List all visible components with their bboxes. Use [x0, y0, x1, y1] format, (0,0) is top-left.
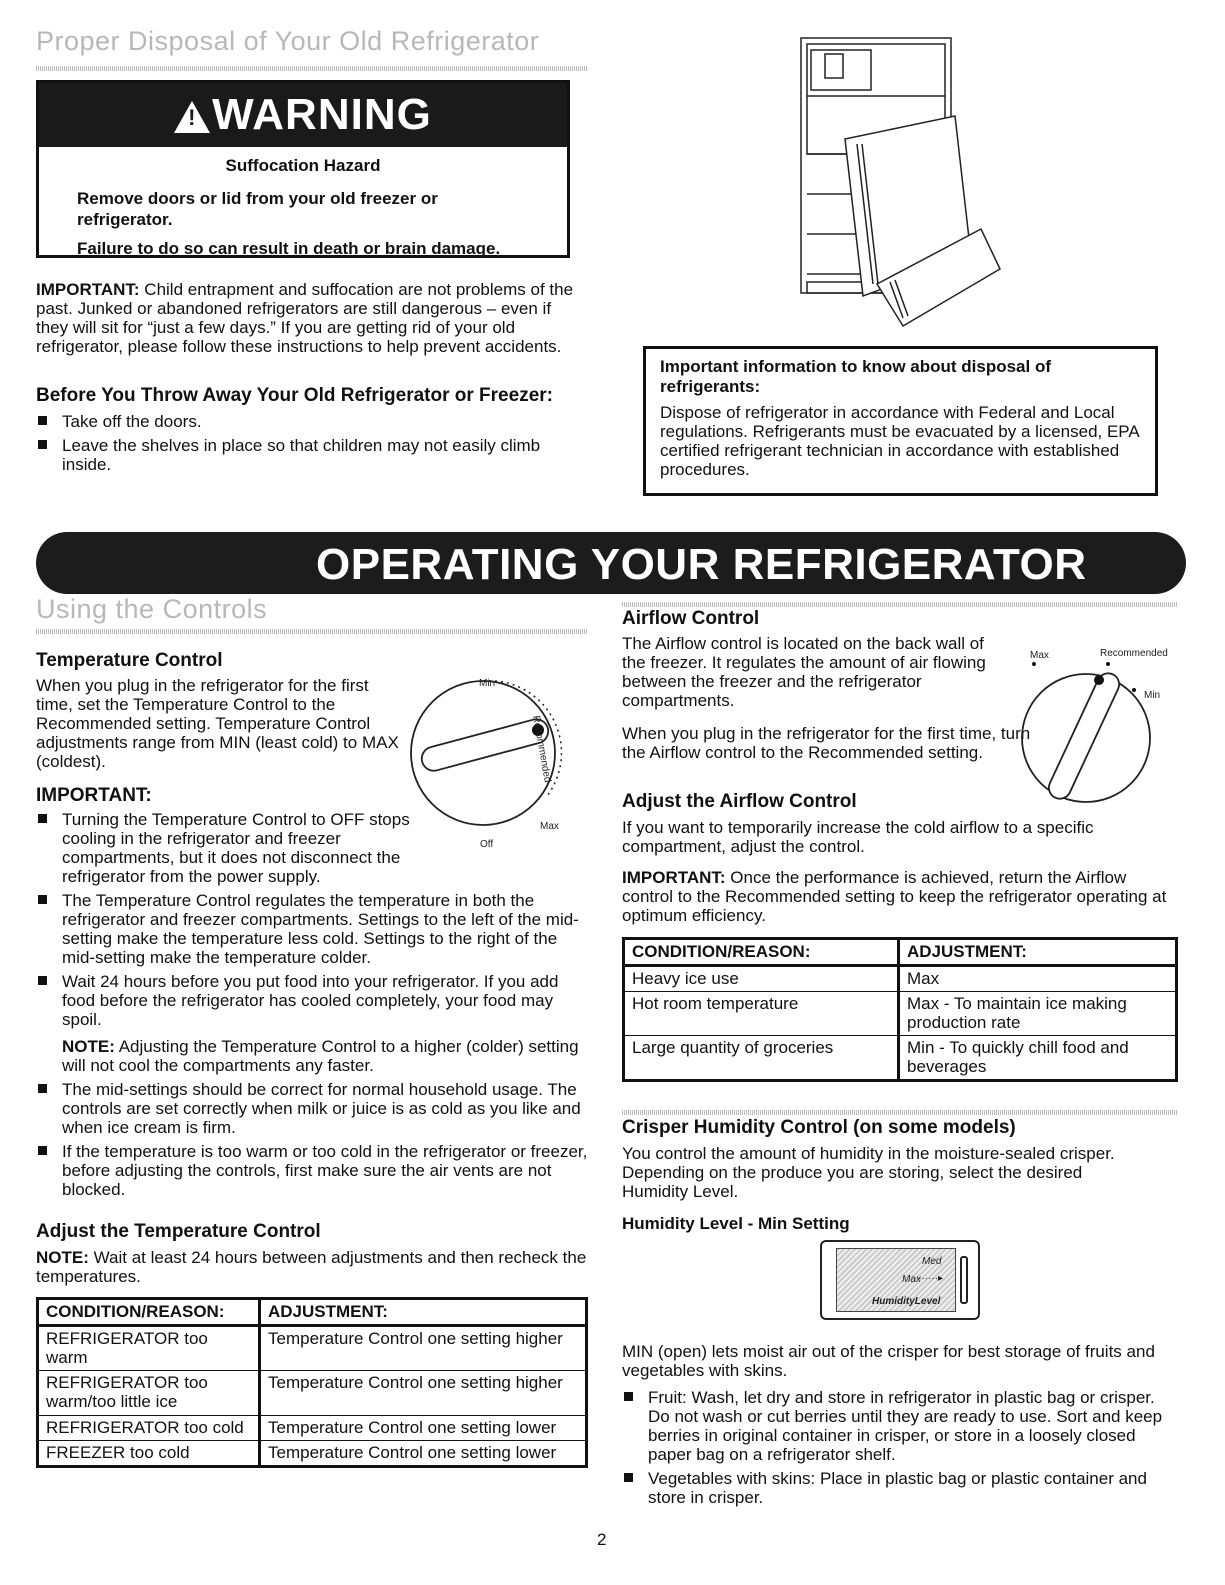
- table-row: [38, 1441, 587, 1467]
- refrigerant-info-box: [643, 346, 1158, 496]
- table-header: CONDITION/REASON:: [38, 1299, 260, 1326]
- table-row: [624, 1036, 1177, 1081]
- airflow-text-1: The Airflow control is located on the back wall of the freezer. It regulates the amount of air flowing between the freezer and the refrigerator compartments.: [622, 634, 986, 710]
- table-header: ADJUSTMENT:: [260, 1299, 587, 1326]
- before-list: [36, 412, 576, 479]
- table-header: ADJUSTMENT:: [899, 939, 1177, 966]
- warning-header: [39, 83, 567, 147]
- title-rule: [36, 66, 588, 71]
- airflow-adjust-table: [622, 937, 1178, 1082]
- list-item: [36, 810, 426, 886]
- before-heading: Before You Throw Away Your Old Refrigerator or Freezer:: [36, 385, 553, 406]
- list-item: The Temperature Control regulates the temperature in both the refrigerator and freezer compartments. Settings to the left of the mid-setting make the temperature less cold. Settings to the right of the mid-setting make the temperature colder.: [36, 891, 588, 967]
- note-label: NOTE:: [36, 1248, 89, 1267]
- table-header: CONDITION/REASON:: [624, 939, 899, 966]
- slider-med-label: Med: [922, 1256, 942, 1267]
- airflow-heading: Airflow Control: [622, 608, 760, 629]
- table-cell: REFRIGERATOR too warm/too little ice: [38, 1371, 260, 1416]
- note-text: Wait at least 24 hours between adjustments and then recheck the temperatures.: [36, 1248, 587, 1286]
- table-cell: Min - To quickly chill food and beverages: [899, 1036, 1177, 1081]
- table-row: [624, 992, 1177, 1036]
- controls-title: Using the Controls: [36, 594, 268, 624]
- temp-heading: Temperature Control: [36, 650, 223, 671]
- banner-title: OPERATING YOUR REFRIGERATOR: [316, 540, 1087, 589]
- item-text: Wait 24 hours before you put food into your refrigerator. If you add food before the refrigerator has cooled completely, your food may spoil.: [62, 972, 559, 1029]
- important-heading: IMPORTANT:: [36, 785, 152, 806]
- airflow-recommended-label: Recommended: [1100, 648, 1168, 659]
- table-row: [38, 1416, 587, 1441]
- table-cell: Temperature Control one setting lower: [260, 1441, 587, 1467]
- important-label: IMPORTANT:: [622, 868, 726, 887]
- airflow-dial: [1010, 650, 1180, 810]
- humidity-slider-illustration: [820, 1240, 980, 1320]
- warning-triangle-icon: !: [174, 101, 210, 133]
- important-text: Child entrapment and suffocation are not problems of the past. Junked or abandoned refrigerators are still dangerous – even if they will sit for “just a few days.” If you are getting rid of your old refrigerator, please follow these instructions to help prevent accidents.: [36, 280, 574, 356]
- table-cell: FREEZER too cold: [38, 1441, 260, 1467]
- refrigerator-illustration: [795, 34, 1025, 334]
- min-text: MIN (open) lets moist air out of the crisper for best storage of fruits and vegetables with skins.: [622, 1342, 1155, 1380]
- slider-handle: [960, 1256, 968, 1304]
- warning-hazard: Suffocation Hazard: [225, 156, 381, 175]
- note-label: NOTE:: [62, 1037, 115, 1056]
- crisper-heading: Crisper Humidity Control (on some models): [622, 1117, 1016, 1138]
- page-number: 2: [597, 1530, 607, 1549]
- table-header-row: [38, 1299, 587, 1326]
- dial-max-label: Max: [540, 821, 559, 832]
- adjust-airflow-heading: Adjust the Airflow Control: [622, 791, 857, 812]
- warning-box: [36, 80, 570, 258]
- table-row: [38, 1326, 587, 1371]
- list-item: The mid-settings should be correct for normal household usage. The controls are set correctly when milk or juice is as cold as you like and when ice cream is firm.: [36, 1080, 588, 1137]
- table-cell: REFRIGERATOR too warm: [38, 1326, 260, 1371]
- dial-min-label: Min: [479, 678, 496, 689]
- title-rule: [36, 629, 588, 634]
- table-cell: Temperature Control one setting higher: [260, 1371, 587, 1416]
- adjust-airflow-text: If you want to temporarily increase the cold airflow to a specific compartment, adjust the control.: [622, 818, 1094, 856]
- warning-consequence: Failure to do so can result in death or brain damage.: [77, 239, 501, 258]
- table-row: [624, 966, 1177, 992]
- airflow-text-2: When you plug in the refrigerator for the first time, turn the Airflow control to the Recommended setting.: [622, 724, 1031, 762]
- info-text: Dispose of refrigerator in accordance with Federal and Local regulations. Refrigerants must be evacuated by a licensed, EPA certified refrigerant technician in accordance with established procedures.: [660, 403, 1139, 479]
- dial-recommended-label: Recommended: [530, 714, 553, 784]
- important-label: IMPORTANT:: [36, 280, 140, 299]
- table-cell: REFRIGERATOR too cold: [38, 1416, 260, 1441]
- warning-body: [39, 147, 567, 277]
- table-cell: Max: [899, 966, 1177, 992]
- crisper-list: [622, 1388, 1178, 1512]
- controls-list: [36, 810, 588, 1204]
- temp-text: When you plug in the refrigerator for the first time, set the Temperature Control to the Recommended setting. Temperature Control adjustments range from MIN (least cold) to MAX (coldest).: [36, 676, 399, 771]
- list-item: Take off the doors.: [36, 412, 576, 431]
- disposal-title: Proper Disposal of Your Old Refrigerator: [36, 26, 540, 56]
- slider-max-label: Max: [902, 1274, 921, 1285]
- table-cell: Max - To maintain ice making production rate: [899, 992, 1177, 1036]
- table-row: [38, 1371, 587, 1416]
- table-cell: Heavy ice use: [624, 966, 899, 992]
- table-cell: Temperature Control one setting higher: [260, 1326, 587, 1371]
- list-item: Fruit: Wash, let dry and store in refrigerator in plastic bag or crisper. Do not wash or cut berries until they are ready to use. Sort and keep berries in original container in crisper, or store in a loosely closed paper bag on a refrigerator shelf.: [622, 1388, 1178, 1464]
- airflow-max-label: Max: [1030, 650, 1049, 661]
- section-rule: [622, 602, 1178, 607]
- list-item: Leave the shelves in place so that children may not easily climb inside.: [36, 436, 576, 474]
- disposal-important: [36, 280, 586, 356]
- adjust-temp-note: [36, 1248, 588, 1286]
- temp-adjust-table: [36, 1297, 588, 1468]
- list-item: Vegetables with skins: Place in plastic bag or plastic container and store in crisper.: [622, 1469, 1178, 1507]
- airflow-important: [622, 868, 1178, 925]
- list-item: If the temperature is too warm or too cold in the refrigerator or freezer, before adjusting the controls, first make sure the air vents are not blocked.: [36, 1142, 588, 1199]
- note-text: Adjusting the Temperature Control to a higher (colder) setting will not cool the compartments any faster.: [62, 1037, 579, 1075]
- table-cell: Hot room temperature: [624, 992, 899, 1036]
- slider-arrow-icon: ······▸: [918, 1273, 943, 1284]
- warning-instruction: Remove doors or lid from your old freezer or refrigerator.: [77, 189, 438, 229]
- airflow-min-label: Min: [1144, 690, 1161, 701]
- info-heading: Important information to know about disposal of refrigerants:: [660, 357, 1051, 396]
- item-text: Turning the Temperature Control to OFF stops cooling in the refrigerator and freezer compartments, but it does not disconnect the refrigerator from the power supply.: [62, 810, 410, 886]
- table-cell: Large quantity of groceries: [624, 1036, 899, 1081]
- section-rule: [622, 1110, 1178, 1115]
- warning-label: WARNING: [212, 90, 432, 139]
- dial-off-label: Off: [480, 839, 494, 850]
- table-header-row: [624, 939, 1177, 966]
- note: [62, 1037, 588, 1075]
- humidity-level-heading: Humidity Level - Min Setting: [622, 1214, 850, 1233]
- important-text: Once the performance is achieved, return the Airflow control to the Recommended setting to keep the refrigerator operating at optimum efficiency.: [622, 868, 1167, 925]
- list-item: [36, 972, 588, 1075]
- slider-level-label: HumidityLevel: [872, 1296, 941, 1307]
- crisper-text: You control the amount of humidity in the moisture-sealed crisper. Depending on the produce you are storing, select the desired Humidity Level.: [622, 1144, 1115, 1201]
- table-cell: Temperature Control one setting lower: [260, 1416, 587, 1441]
- adjust-temp-heading: Adjust the Temperature Control: [36, 1221, 321, 1242]
